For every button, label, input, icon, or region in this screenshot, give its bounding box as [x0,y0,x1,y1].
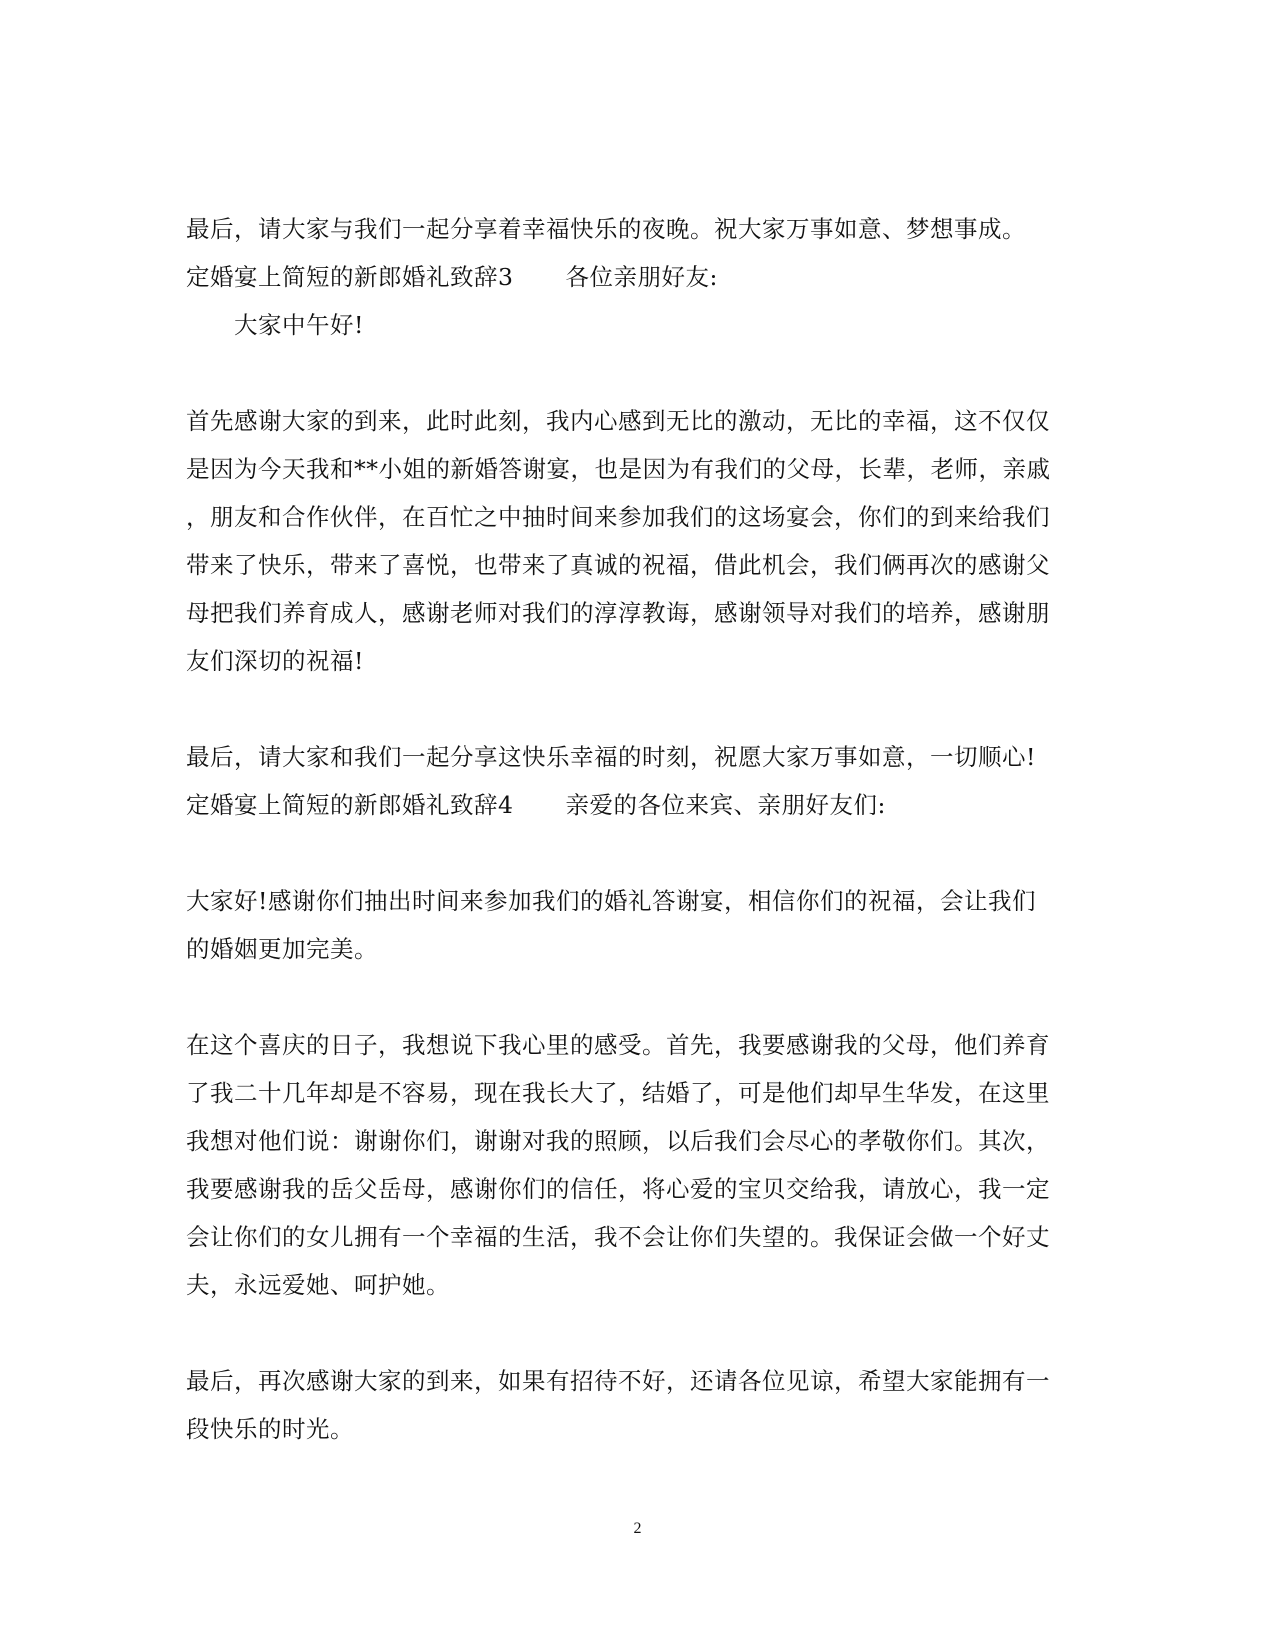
paragraph-feelings [186,1021,1086,1309]
noon-greeting: 大家中午好! [234,311,364,339]
paragraph-line: 母把我们养育成人，感谢老师对我们的淳淳教诲，感谢领导对我们的培养，感谢朋 [186,599,1050,627]
heading-title: 定婚宴上简短的新郎婚礼致辞4 [186,791,514,819]
section-heading-4 [186,781,1086,829]
page-number: 2 [633,1520,642,1537]
paragraph-line: 我要感谢我的岳父岳母，感谢你们的信任，将心爱的宝贝交给我，请放心，我一定 [186,1175,1050,1203]
paragraph-line: 会让你们的女儿拥有一个幸福的生活，我不会让你们失望的。我保证会做一个好丈 [186,1223,1050,1251]
heading-title: 定婚宴上简短的新郎婚礼致辞3 [186,263,514,291]
closing-line-3: 最后，请大家和我们一起分享这快乐幸福的时刻，祝愿大家万事如意，一切顺心! [186,743,1036,771]
paragraph-line: 我想对他们说：谢谢你们，谢谢对我的照顾，以后我们会尽心的孝敬你们。其次， [186,1127,1050,1155]
section-heading-3 [186,253,1086,301]
paragraph-line: 是因为今天我和**小姐的新婚答谢宴，也是因为有我们的父母，长辈，老师，亲戚 [186,455,1051,483]
paragraph-thanks [186,397,1086,685]
paragraph-line: 大家好!感谢你们抽出时间来参加我们的婚礼答谢宴，相信你们的祝福，会让我们 [186,887,1036,915]
paragraph-line: 最后，再次感谢大家的到来，如果有招待不好，还请各位见谅，希望大家能拥有一 [186,1367,1050,1395]
paragraph-line: 夫，永远爱她、呵护她。 [186,1271,450,1299]
paragraph-hello [186,877,1086,973]
heading-greeting: 亲爱的各位来宾、亲朋好友们: [565,791,886,819]
paragraph-line: 带来了快乐，带来了喜悦，也带来了真诚的祝福，借此机会，我们俩再次的感谢父 [186,551,1050,579]
document-body [186,205,1086,1453]
paragraph-line: 了我二十几年却是不容易，现在我长大了，结婚了，可是他们却早生华发，在这里 [186,1079,1050,1107]
paragraph-line: 段快乐的时光。 [186,1415,354,1443]
closing-line-2: 最后，请大家与我们一起分享着幸福快乐的夜晚。祝大家万事如意、梦想事成。 [186,215,1026,243]
paragraph-line: ，朋友和合作伙伴，在百忙之中抽时间来参加我们的这场宴会，你们的到来给我们 [186,503,1050,531]
heading-greeting: 各位亲朋好友: [565,263,718,291]
paragraph-line: 在这个喜庆的日子，我想说下我心里的感受。首先，我要感谢我的父母，他们养育 [186,1031,1050,1059]
paragraph-final [186,1357,1086,1453]
paragraph-line: 的婚姻更加完美。 [186,935,378,963]
paragraph-line: 首先感谢大家的到来，此时此刻，我内心感到无比的激动，无比的幸福，这不仅仅 [186,407,1050,435]
paragraph-line: 友们深切的祝福! [186,647,364,675]
